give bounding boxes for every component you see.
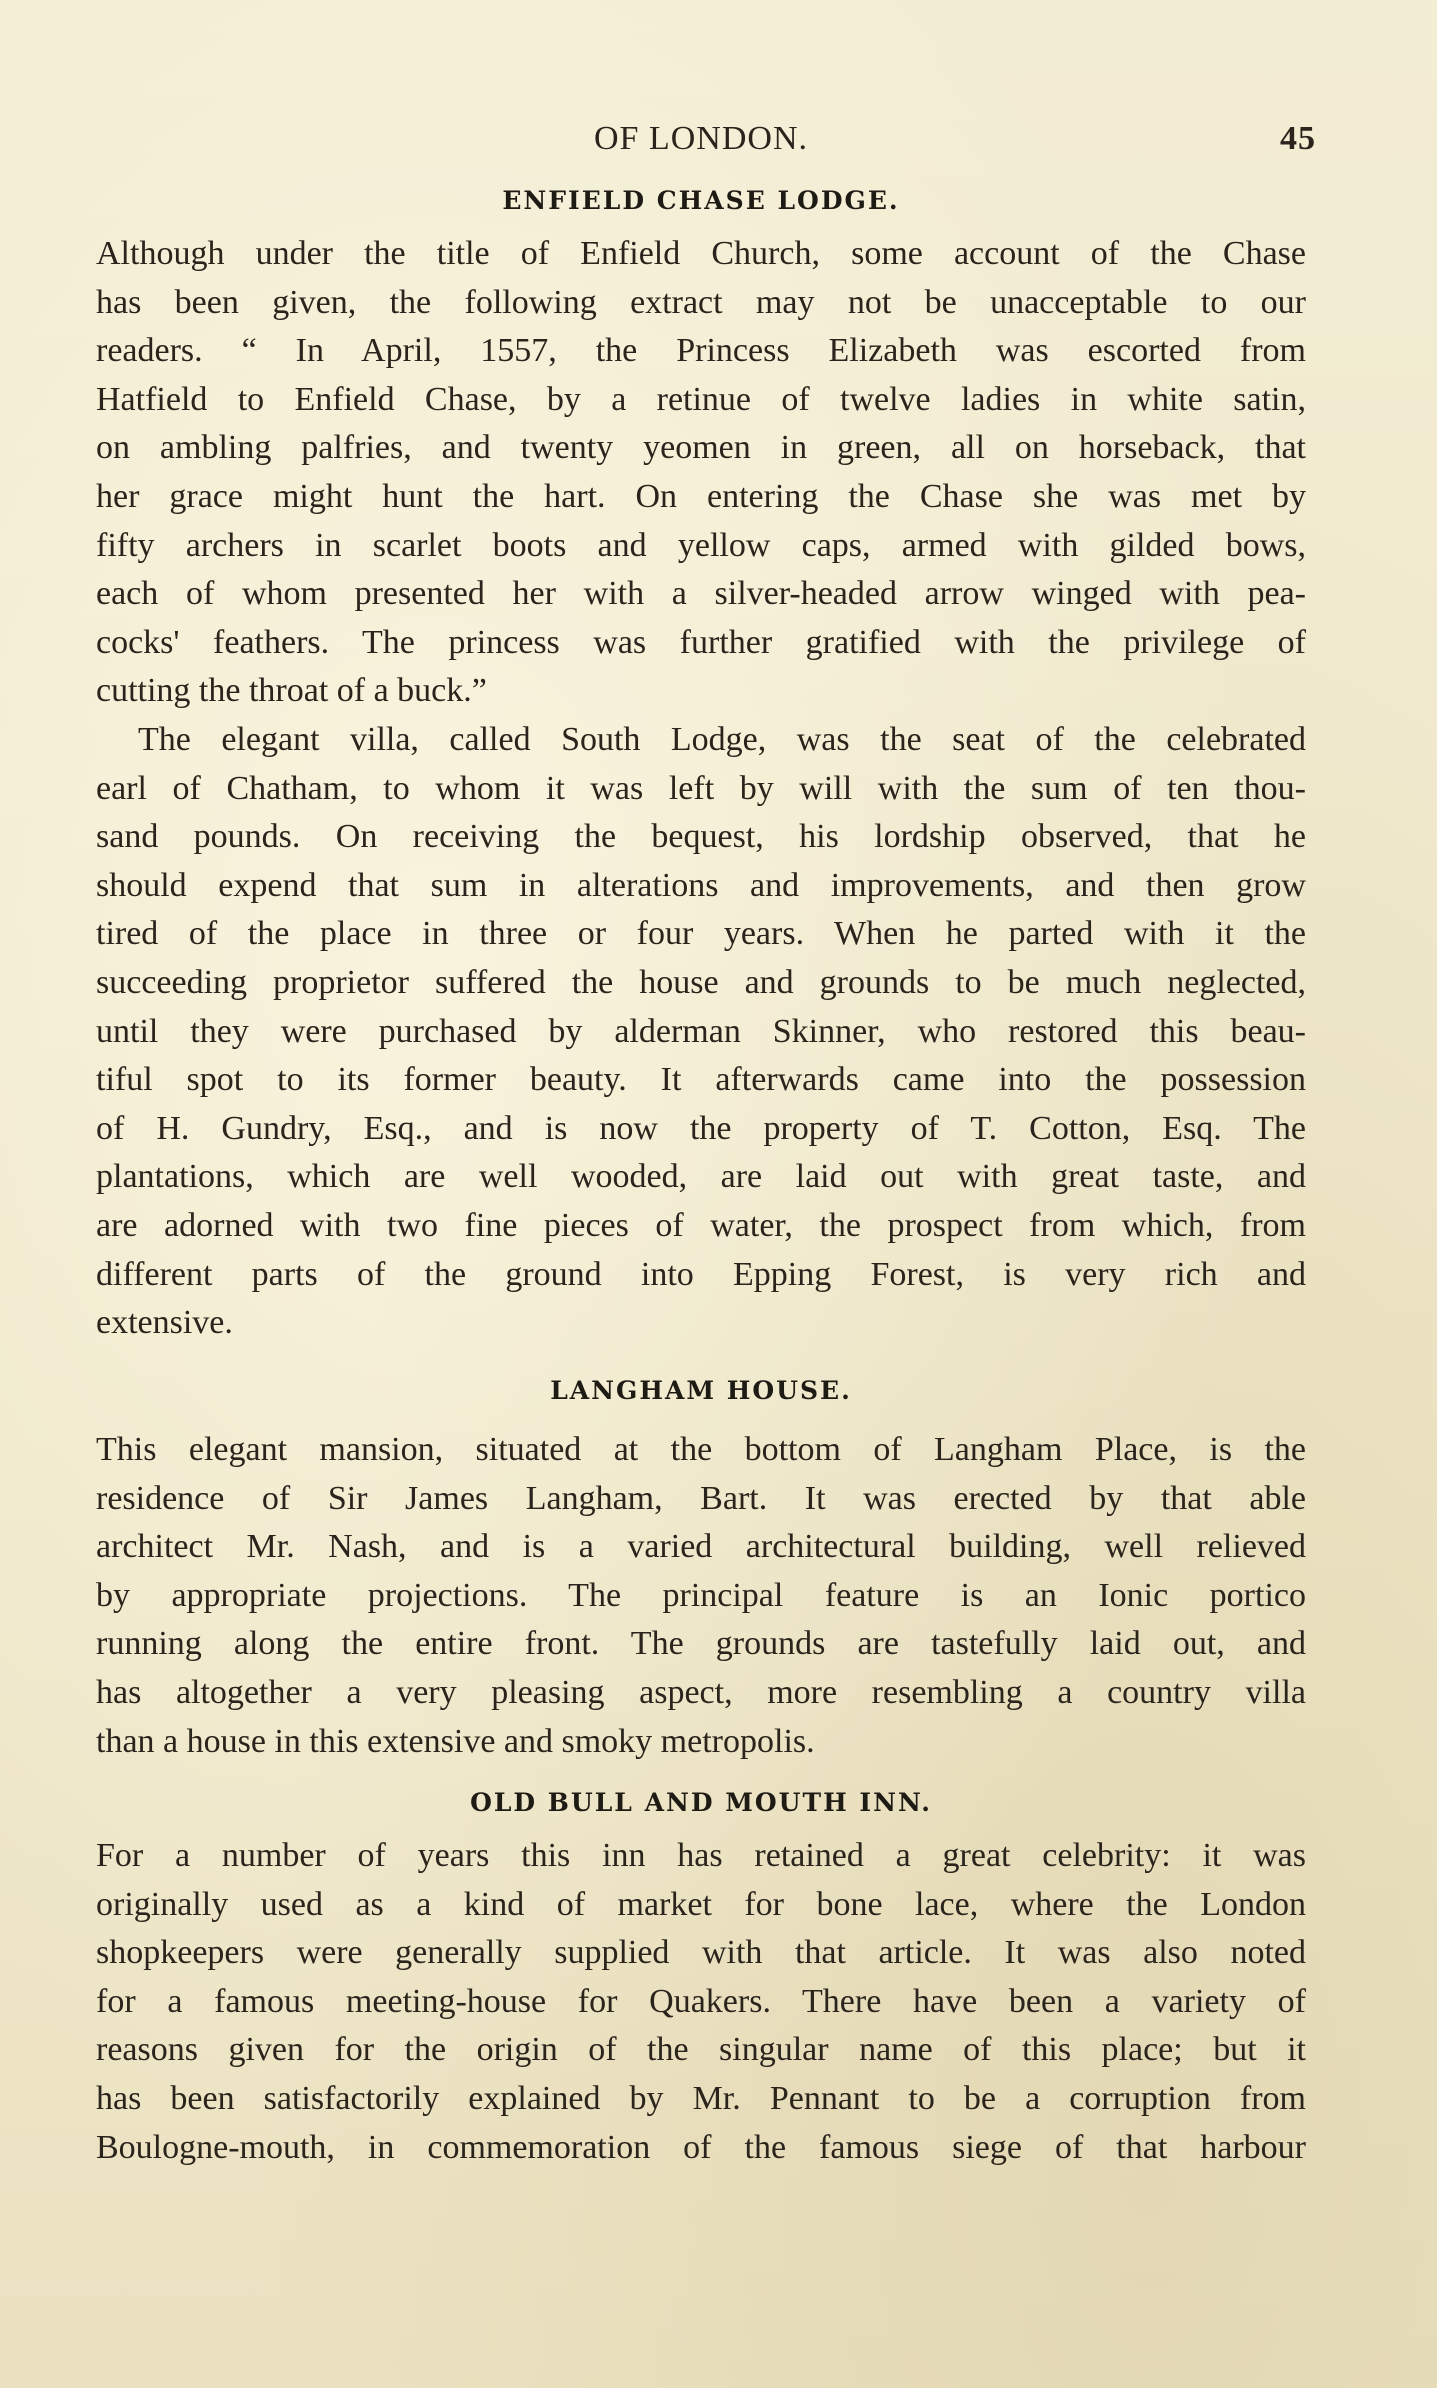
text-line: cocks' feathers. The princess was further gratified with the privilege of	[96, 623, 1306, 661]
text-line: extensive.	[96, 1304, 233, 1342]
text-line: different parts of the ground into Epping Forest, is very rich and	[96, 1255, 1306, 1293]
section-heading-langham-house: LANGHAM HOUSE.	[550, 1376, 852, 1405]
paragraph-langham	[96, 1426, 1306, 1766]
section-heading-enfield-chase-lodge: ENFIELD CHASE LODGE.	[502, 186, 900, 215]
text-line: residence of Sir James Langham, Bart. It was erected by that able	[96, 1479, 1306, 1517]
text-line: running along the entire front. The grounds are tastefully laid out, and	[96, 1625, 1306, 1663]
paragraph-enfield-1	[96, 230, 1306, 716]
text-line: readers. “ In April, 1557, the Princess Elizabeth was escorted from	[96, 332, 1306, 370]
text-line: by appropriate projections. The principal feature is an Ionic portico	[96, 1576, 1306, 1614]
page-number: 45	[1280, 120, 1316, 157]
text-line: succeeding proprietor suffered the house and grounds to be much neglected,	[96, 963, 1306, 1001]
text-line: tired of the place in three or four years. When he parted with it the	[96, 915, 1306, 953]
running-title: OF LONDON.	[594, 120, 808, 157]
text-line: Hatfield to Enfield Chase, by a retinue of twelve ladies in white satin,	[96, 380, 1306, 418]
text-line: of H. Gundry, Esq., and is now the property of T. Cotton, Esq. The	[96, 1109, 1306, 1147]
text-line: shopkeepers were generally supplied with that article. It was also noted	[96, 1934, 1306, 1972]
text-line: has altogether a very pleasing aspect, more resembling a country villa	[96, 1673, 1306, 1711]
text-line: Boulogne-mouth, in commemoration of the famous siege of that harbour	[96, 2128, 1306, 2166]
text-line: each of whom presented her with a silver-headed arrow winged with pea-	[96, 575, 1306, 613]
running-head	[96, 120, 1316, 160]
paragraph-bull-and-mouth	[96, 1832, 1306, 2172]
text-line: This elegant mansion, situated at the bottom of Langham Place, is the	[96, 1431, 1306, 1468]
text-line: plantations, which are well wooded, are laid out with great taste, and	[96, 1158, 1306, 1196]
text-line: should expend that sum in alterations and improvements, and then grow	[96, 866, 1306, 904]
text-line: has been satisfactorily explained by Mr. Pennant to be a corruption from	[96, 2079, 1306, 2117]
text-line: her grace might hunt the hart. On entering the Chase she was met by	[96, 477, 1306, 515]
text-line: tiful spot to its former beauty. It afterwards came into the possession	[96, 1061, 1306, 1099]
text-line: Although under the title of Enfield Church, some account of the Chase	[96, 235, 1306, 272]
text-line: cutting the throat of a buck.”	[96, 672, 487, 710]
text-line: reasons given for the origin of the singular name of this place; but it	[96, 2031, 1306, 2069]
text-line: originally used as a kind of market for bone lace, where the London	[96, 1885, 1306, 1923]
paragraph-enfield-2	[96, 716, 1306, 1348]
text-line: For a number of years this inn has retained a great celebrity: it was	[96, 1837, 1306, 1874]
text-line: earl of Chatham, to whom it was left by will with the sum of ten thou-	[96, 769, 1306, 807]
text-line: on ambling palfries, and twenty yeomen in green, all on horseback, that	[96, 429, 1306, 467]
text-line: are adorned with two fine pieces of water, the prospect from which, from	[96, 1206, 1306, 1244]
text-line: sand pounds. On receiving the bequest, his lordship observed, that he	[96, 818, 1306, 856]
text-line: The elegant villa, called South Lodge, was the seat of the celebrated	[138, 721, 1306, 758]
text-line: fifty archers in scarlet boots and yellow caps, armed with gilded bows,	[96, 526, 1306, 564]
section-heading-old-bull-and-mouth-inn: OLD BULL AND MOUTH INN.	[470, 1788, 932, 1817]
text-line: than a house in this extensive and smoky metropolis.	[96, 1722, 815, 1760]
text-line: until they were purchased by alderman Skinner, who restored this beau-	[96, 1012, 1306, 1050]
text-line: architect Mr. Nash, and is a varied architectural building, well relieved	[96, 1528, 1306, 1566]
text-line: has been given, the following extract may not be unacceptable to our	[96, 283, 1306, 321]
text-line: for a famous meeting-house for Quakers. There have been a variety of	[96, 1982, 1306, 2020]
